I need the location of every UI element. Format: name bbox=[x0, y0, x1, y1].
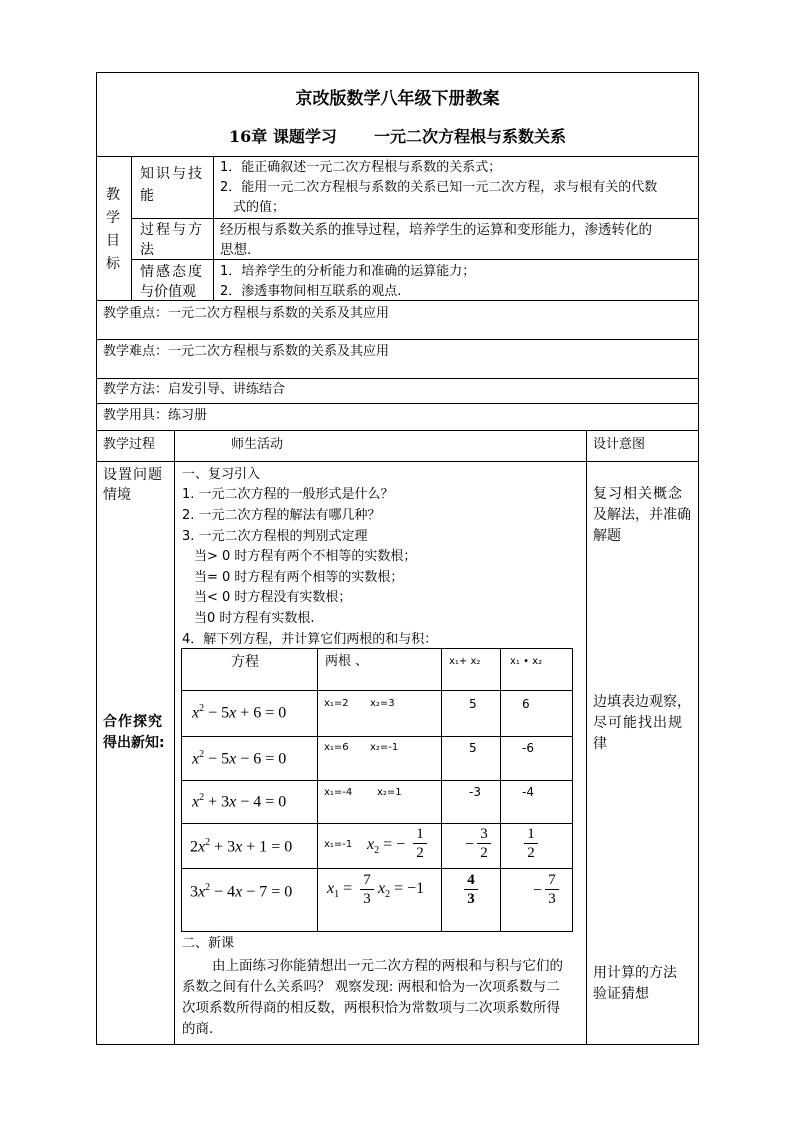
document-title: 京改版数学八年级下册教案 bbox=[295, 89, 500, 109]
teaching-method: 教学方法：启发引导、讲练结合 bbox=[103, 382, 286, 397]
topic-label: 一元二次方程根与系数关系 bbox=[374, 127, 567, 146]
review-question: 2. 一元二次方程的解法有哪几种？ bbox=[182, 508, 381, 523]
knowledge-item: 1．能正确叙述一元二次方程根与系数的关系式； bbox=[220, 160, 502, 175]
knowledge-label: 知识与技 bbox=[140, 166, 204, 182]
sum-sign: − bbox=[465, 836, 475, 853]
process-label: 法 bbox=[140, 242, 154, 258]
root1-cell: x₁=-1 bbox=[324, 839, 353, 850]
root2-fraction: 1 2 bbox=[413, 826, 427, 861]
design-intent: 用计算的方法 bbox=[593, 965, 677, 981]
review-question: 3. 一元二次方程根的判别式定理 bbox=[182, 529, 368, 544]
difficult-point: 教学难点：一元二次方程根与系数的关系及其应用 bbox=[103, 344, 390, 359]
emotion-item: 2．渗透事物间相互联系的观点. bbox=[220, 284, 402, 299]
emotion-label: 与价值观 bbox=[140, 284, 196, 300]
discriminant-case: 当> 0 时方程有两个不相等的实数根； bbox=[194, 549, 417, 564]
lesson-title bbox=[97, 124, 698, 147]
equation-cell: $2x^2 + 3x + 1 = 0$ bbox=[190, 837, 293, 856]
process-text: 思想. bbox=[220, 242, 252, 258]
root1-cell: x₁=-4 bbox=[324, 787, 353, 798]
knowledge-item: 式的值； bbox=[233, 200, 286, 215]
stage1-label: 设置问题 bbox=[103, 467, 163, 483]
design-intent: 及解法，并准确 bbox=[593, 507, 691, 523]
review-question: 4．解下列方程，并计算它们两根的和与积： bbox=[182, 632, 438, 647]
stage2-label: 合作探究 bbox=[103, 714, 163, 730]
equation-cell: $x^2 - 5x + 6 = 0$ bbox=[192, 703, 287, 722]
product-fraction: 7 3 bbox=[545, 872, 559, 907]
emotion-item: 1．培养学生的分析能力和准确的运算能力； bbox=[220, 264, 476, 279]
new-lesson-heading: 二、新课 bbox=[182, 936, 235, 951]
root1-cell: $x_1$ = bbox=[327, 880, 353, 901]
process-header-col3: 设计意图 bbox=[593, 437, 646, 452]
objectives-label-char: 学 bbox=[106, 210, 120, 226]
discriminant-case: 当< 0 时方程没有实数根； bbox=[194, 590, 352, 605]
review-heading: 一、复习引入 bbox=[182, 467, 261, 482]
root2-cell: x₂=1 bbox=[377, 787, 402, 798]
equation-cell: $x^2 - 5x - 6 = 0$ bbox=[192, 749, 287, 768]
table-header-sum: x₁+ x₂ bbox=[449, 656, 481, 667]
process-text: 经历根与系数关系的推导过程，培养学生的运算和变形能力，渗透转化的 bbox=[220, 222, 652, 238]
objectives-label-char: 目 bbox=[106, 233, 120, 249]
design-intent: 尽可能找出规 bbox=[593, 715, 683, 731]
emotion-label: 情感态度 bbox=[140, 264, 204, 280]
sum-cell: 5 bbox=[469, 741, 477, 755]
product-cell: -6 bbox=[522, 741, 534, 755]
process-header-col1: 教学过程 bbox=[103, 437, 156, 452]
design-intent: 解题 bbox=[593, 528, 621, 544]
objectives-label-char: 标 bbox=[106, 256, 120, 272]
root1-fraction: 7 3 bbox=[360, 872, 374, 907]
process-header-col2: 师生活动 bbox=[231, 437, 284, 452]
table-header-roots: 两根 、 bbox=[325, 654, 369, 669]
root2-cell: x₂=3 bbox=[370, 698, 395, 709]
lesson-label: 课题学习 bbox=[272, 127, 337, 146]
stage2-label: 得出新知: bbox=[103, 735, 165, 751]
product-fraction: 1 2 bbox=[524, 826, 538, 861]
root2-cell: $x_2 = -1$ bbox=[378, 880, 425, 901]
new-lesson-text: 系数之间有什么关系吗？ 观察发现: 两根和恰为一次项系数与二 bbox=[182, 979, 560, 995]
knowledge-label: 能 bbox=[140, 188, 154, 204]
product-sign: − bbox=[533, 882, 543, 899]
review-question: 1. 一元二次方程的一般形式是什么？ bbox=[182, 487, 394, 502]
discriminant-case: 当0 时方程有实数根. bbox=[194, 611, 315, 626]
table-header-product: x₁ • x₂ bbox=[510, 656, 543, 667]
objectives-label-char: 教 bbox=[106, 187, 120, 203]
table-header-equation: 方程 bbox=[231, 654, 259, 670]
design-intent: 律 bbox=[593, 736, 607, 752]
root2-cell: $x_2$ = − bbox=[367, 836, 406, 857]
stage1-label: 情境 bbox=[103, 487, 131, 503]
sum-cell: -3 bbox=[469, 785, 481, 799]
product-cell: -4 bbox=[522, 785, 534, 799]
root1-cell: x₁=2 bbox=[324, 698, 349, 709]
sum-fraction: 4 3 bbox=[464, 872, 478, 907]
teaching-tools: 教学用具：练习册 bbox=[103, 408, 208, 423]
chapter-label: 16章 bbox=[228, 127, 268, 146]
equation-cell: $x^2 + 3x - 4 = 0$ bbox=[192, 792, 287, 811]
product-cell: 6 bbox=[522, 697, 530, 711]
equation-cell: $3x^2 - 4x - 7 = 0$ bbox=[190, 882, 293, 901]
new-lesson-text: 由上面练习你能猜想出一元二次方程的两根和与积与它们的 bbox=[212, 958, 563, 974]
root1-cell: x₁=6 bbox=[324, 742, 349, 753]
key-point: 教学重点：一元二次方程根与系数的关系及其应用 bbox=[103, 306, 390, 321]
sum-cell: 5 bbox=[469, 697, 477, 711]
design-intent: 验证猜想 bbox=[593, 986, 649, 1002]
sum-fraction: 3 2 bbox=[477, 826, 491, 861]
discriminant-case: 当= 0 时方程有两个相等的实数根； bbox=[194, 570, 404, 585]
new-lesson-text: 的商. bbox=[182, 1021, 214, 1037]
new-lesson-text: 次项系数所得商的相反数，两根积恰为常数项与二次项系数所得 bbox=[182, 1000, 560, 1016]
design-intent: 边填表边观察， bbox=[593, 694, 691, 710]
knowledge-item: 2．能用一元二次方程根与系数的关系已知一元二次方程，求与根有关的代数 bbox=[220, 180, 658, 195]
process-label: 过程与方 bbox=[140, 222, 204, 238]
root2-cell: x₂=-1 bbox=[370, 742, 399, 753]
design-intent: 复习相关概念 bbox=[593, 486, 683, 502]
